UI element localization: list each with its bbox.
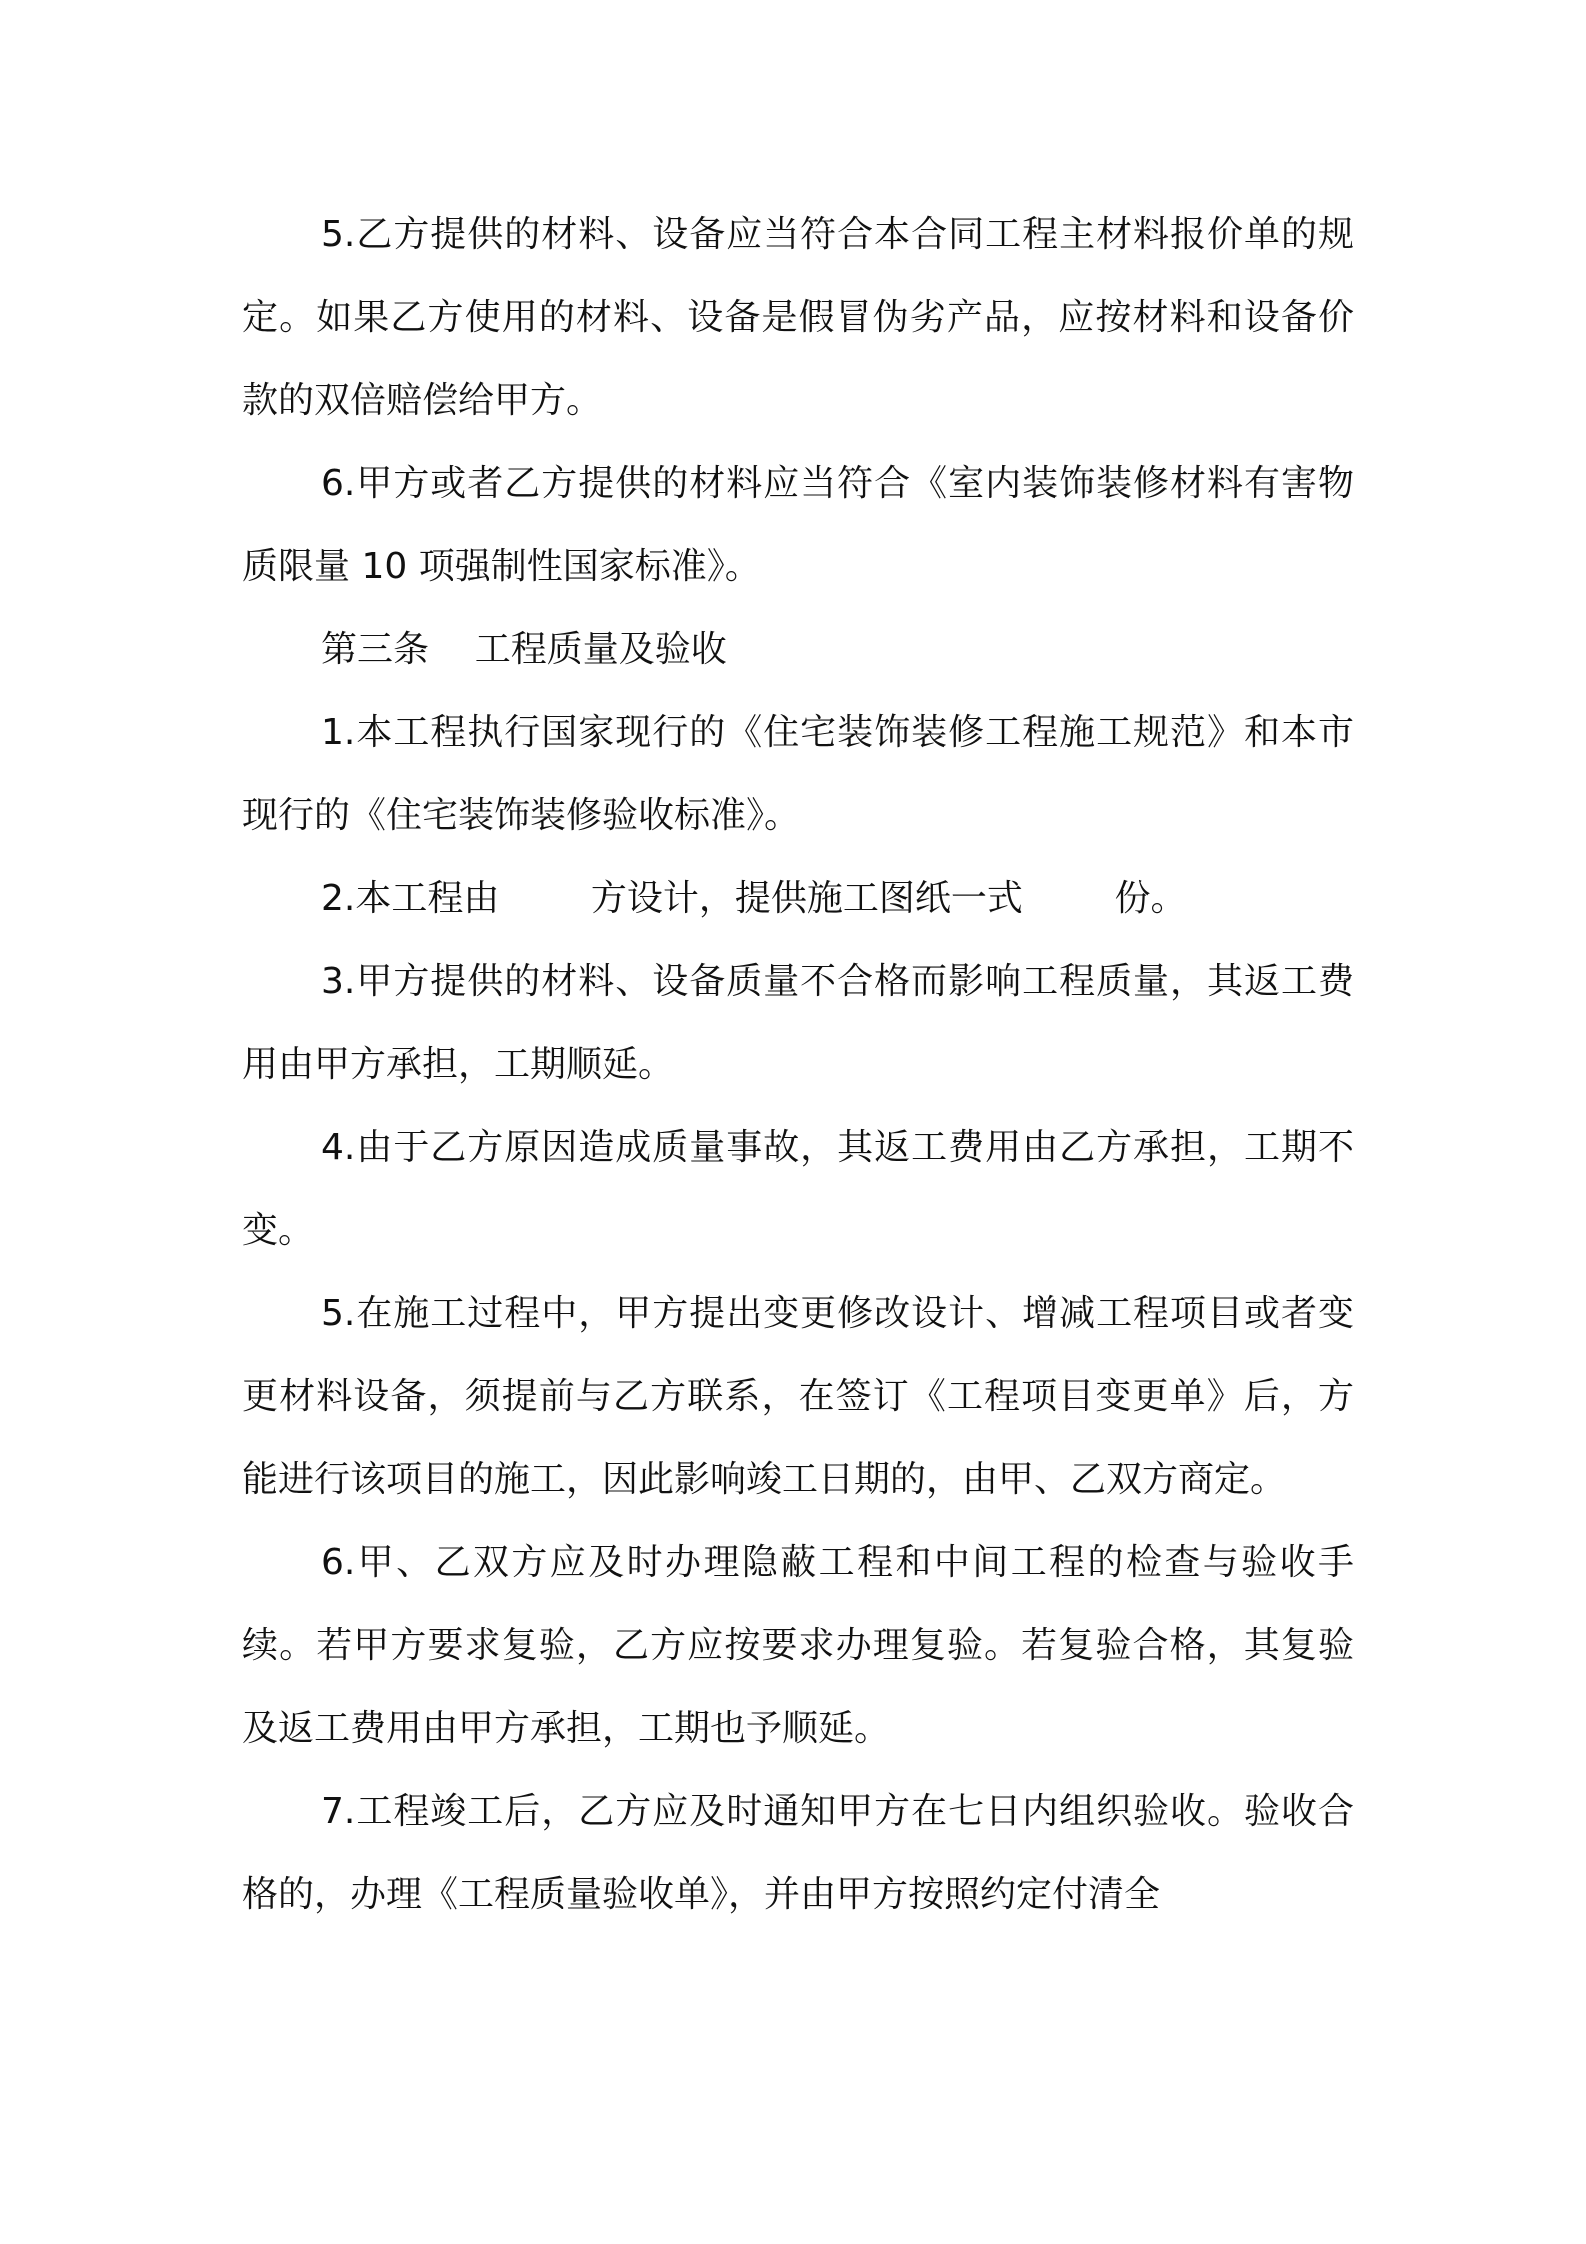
- clause-paragraph-change-order: 5.在施工过程中，甲方提出变更修改设计、增减工程项目或者变更材料设备，须提前与乙方联系，在签订《工程项目变更单》后，方能进行该项目的施工，因此影响竣工日期的，由甲、乙双方商定。: [242, 1293, 1354, 1500]
- clause-paragraph-party-a-materials: 3.甲方提供的材料、设备质量不合格而影响工程质量，其返工费用由甲方承担，工期顺延。: [242, 961, 1354, 1085]
- clause-paragraph-standards: 1.本工程执行国家现行的《住宅装饰装修工程施工规范》和本市现行的《住宅装饰装修验收标准》。: [242, 712, 1354, 836]
- clause-paragraph-party-b-accident: 4.由于乙方原因造成质量事故，其返工费用由乙方承担，工期不变。: [242, 1127, 1354, 1251]
- document-page: [242, 193, 1354, 1936]
- clause-paragraph-completion: 7.工程竣工后，乙方应及时通知甲方在七日内组织验收。验收合格的，办理《工程质量验收单》，并由甲方按照约定付清全: [242, 1791, 1354, 1915]
- clause-paragraph-design-drawings: 2.本工程由 方设计，提供施工图纸一式 份。: [321, 878, 1187, 919]
- clause-paragraph-materials-compliance: 5.乙方提供的材料、设备应当符合本合同工程主材料报价单的规定。如果乙方使用的材料、设备是假冒伪劣产品，应按材料和设备价款的双倍赔偿给甲方。: [242, 214, 1354, 421]
- clause-paragraph-hazardous-standard: 6.甲方或者乙方提供的材料应当符合《室内装饰装修材料有害物质限量 10 项强制性国家标准》。: [242, 463, 1354, 587]
- section-heading: 第三条 工程质量及验收: [321, 629, 727, 670]
- clause-paragraph-inspection: 6.甲、乙双方应及时办理隐蔽工程和中间工程的检查与验收手续。若甲方要求复验，乙方应按要求办理复验。若复验合格，其复验及返工费用由甲方承担，工期也予顺延。: [242, 1542, 1354, 1749]
